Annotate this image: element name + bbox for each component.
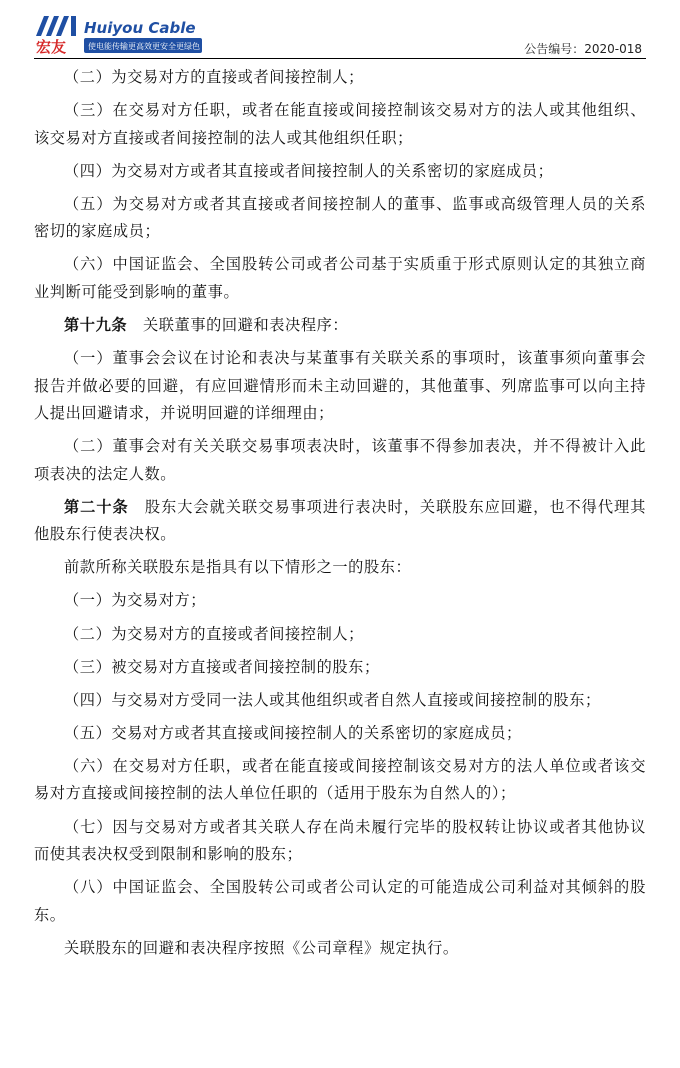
logo-brand-cn: 宏友 — [36, 38, 67, 56]
paragraph: （四）与交易对方受同一法人或其他组织或者自然人直接或间接控制的股东； — [64, 690, 601, 709]
paragraph: （六）在交易对方任职，或者在能直接或间接控制该交易对方的法人单位或者该交易对方直接或间接控制的法人单位任职的（适用于股东为自然人的）； — [34, 756, 646, 803]
paragraph: （六）中国证监会、全国股转公司或者公司基于实质重于形式原则认定的其独立商业判断可能受到影响的董事。 — [34, 255, 646, 301]
paragraph: （三）在交易对方任职，或者在能直接或间接控制该交易对方的法人或其他组织、该交易对方直接或者间接控制的法人或其他组织任职； — [34, 101, 646, 147]
notice-number: 公告编号：2020-018 — [524, 42, 642, 56]
paragraph: （四）为交易对方或者其直接或者间接控制人的关系密切的家庭成员； — [64, 161, 554, 180]
paragraph: （二）为交易对方的直接或者间接控制人； — [64, 624, 364, 643]
paragraph: 关联股东的回避和表决程序按照《公司章程》规定执行。 — [64, 938, 459, 957]
article-20-title: 第二十条 — [64, 497, 129, 516]
company-logo — [34, 14, 204, 56]
paragraph: （三）被交易对方直接或者间接控制的股东； — [64, 657, 380, 676]
paragraph: （二）董事会对有关关联交易事项表决时，该董事不得参加表决，并不得被计入此项表决的法定人数。 — [34, 437, 646, 483]
article-19-title: 第十九条 — [64, 315, 128, 334]
article-20-text: 股东大会就关联交易事项进行表决时，关联股东应回避，也不得代理其他股东行使表决权。 — [34, 497, 646, 544]
paragraph: （一）董事会会议在讨论和表决与某董事有关联关系的事项时，该董事须向董事会报告并做必要的回避，有应回避情形而未主动回避的，其他董事、列席监事可以向主持人提出回避请求，并说明回避的详细理由； — [34, 349, 646, 423]
paragraph: （七）因与交易对方或者其关联人存在尚未履行完毕的股权转让协议或者其他协议而使其表决权受到限制和影响的股东； — [34, 817, 646, 863]
paragraph: 前款所称关联股东是指具有以下情形之一的股东： — [64, 558, 412, 577]
logo-mark-icon — [36, 16, 76, 36]
article-19-text: 关联董事的回避和表决程序： — [142, 315, 349, 334]
paragraph: （五）交易对方或者其直接或间接控制人的关系密切的家庭成员； — [64, 723, 522, 742]
logo-slogan: 使电能传输更高效更安全更绿色 — [88, 42, 200, 51]
paragraph: （一）为交易对方； — [64, 591, 207, 610]
paragraph: （二）为交易对方的直接或者间接控制人； — [64, 68, 364, 86]
header-divider — [34, 58, 646, 59]
paragraph: （八）中国证监会、全国股转公司或者公司认定的可能造成公司利益对其倾斜的股东。 — [34, 878, 646, 924]
page-header — [0, 0, 680, 60]
paragraph: （五）为交易对方或者其直接或者间接控制人的董事、监事或高级管理人员的关系密切的家庭成员； — [34, 194, 646, 241]
article-20 — [34, 494, 646, 549]
article-19 — [34, 312, 646, 340]
logo-brand-en: Huiyou Cable — [84, 19, 196, 37]
document-body — [34, 64, 646, 968]
